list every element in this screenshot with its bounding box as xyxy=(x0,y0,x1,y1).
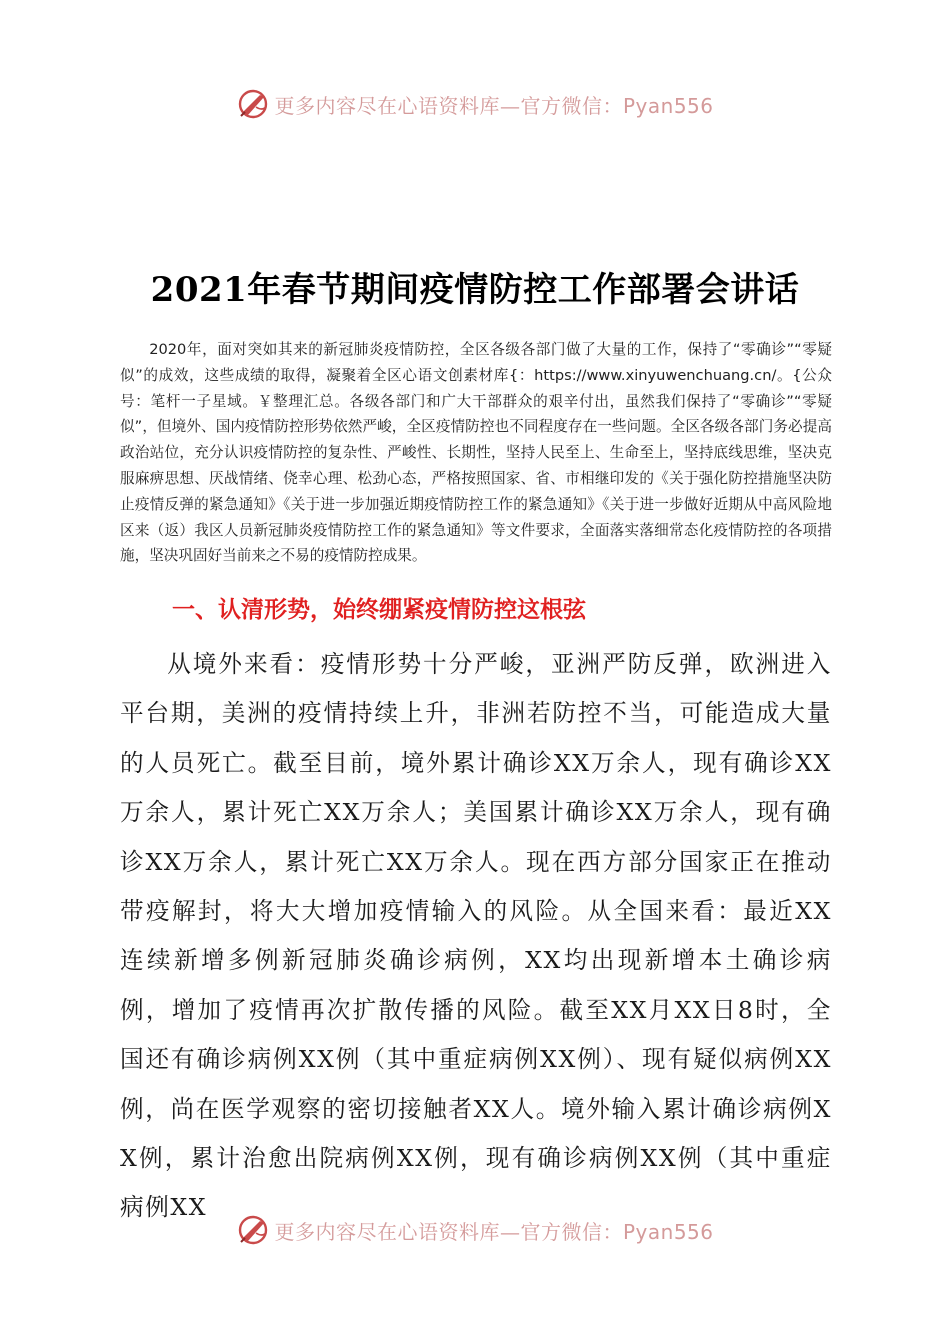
header-watermark xyxy=(0,84,950,124)
watermark-handle: Pyan556 xyxy=(622,93,714,118)
pen-circle-logo-icon xyxy=(236,87,270,121)
watermark-text: 更多内容尽在心语资料库—官方微信：Pyan556 xyxy=(274,1219,714,1244)
intro-paragraph: 2020年，面对突如其来的新冠肺炎疫情防控，全区各级各部门做了大量的工作，保持了“零确诊”“零疑似”的成效，这些成绩的取得，凝聚着全区心语文创素材库{：https://www.xinyuwenchuang.cn/。{公众号：笔杆一子星域。￥整理汇总。各级各部门和广大干部群众的艰辛付出，虽然我们保持了“零确诊”“零疑似”，但境外、国内疫情防控形势依然严峻，全区疫情防控也不同程度存在一些问题。全区各级各部门务必提高政治站位，充分认识疫情防控的复杂性、严峻性、长期性，坚持人民至上、生命至上，坚持底线思维，坚决克服麻痹思想、厌战情绪、侥幸心理、松劲心态，严格按照国家、省、市相继印发的《关于强化防控措施坚决防止疫情反弹的紧急通知》《关于进一步加强近期疫情防控工作的紧急通知》《关于进一步做好近期从中高风险地区来（返）我区人员新冠肺炎疫情防控工作的紧急通知》等文件要求，全面落实落细常态化疫情防控的各项措施，坚决巩固好当前来之不易的疫情防控成果。 xyxy=(120,341,832,565)
document-title: 2021年春节期间疫情防控工作部署会讲话 xyxy=(150,270,800,310)
watermark-handle: Pyan556 xyxy=(622,1219,714,1244)
watermark-text: 更多内容尽在心语资料库—官方微信：Pyan556 xyxy=(274,93,714,118)
body-paragraph: 从境外来看：疫情形势十分严峻，亚洲严防反弹，欧洲进入平台期，美洲的疫情持续上升，非洲若防控不当，可能造成大量的人员死亡。截至目前，境外累计确诊XX万余人，现有确诊XX万余人，累计死亡XX万余人；美国累计确诊XX万余人，现有确诊XX万余人，累计死亡XX万余人。现在西方部分国家正在推动带疫解封，将大大增加疫情输入的风险。从全国来看：最近XX连续新增多例新冠肺炎确诊病例，XX均出现新增本土确诊病例，增加了疫情再次扩散传播的风险。截至XX月XX日8时，全国还有确诊病例XX例（其中重症病例XX例）、现有疑似病例XX例，尚在医学观察的密切接触者XX人。境外输入累计确诊病例XX例，累计治愈出院病例XX例，现有确诊病例XX例（其中重症病例XX xyxy=(120,650,832,1222)
section-heading: 一、认清形势，始终绷紧疫情防控这根弦 xyxy=(172,597,586,623)
pen-circle-logo-icon xyxy=(236,1213,270,1247)
footer-watermark xyxy=(0,1210,950,1250)
